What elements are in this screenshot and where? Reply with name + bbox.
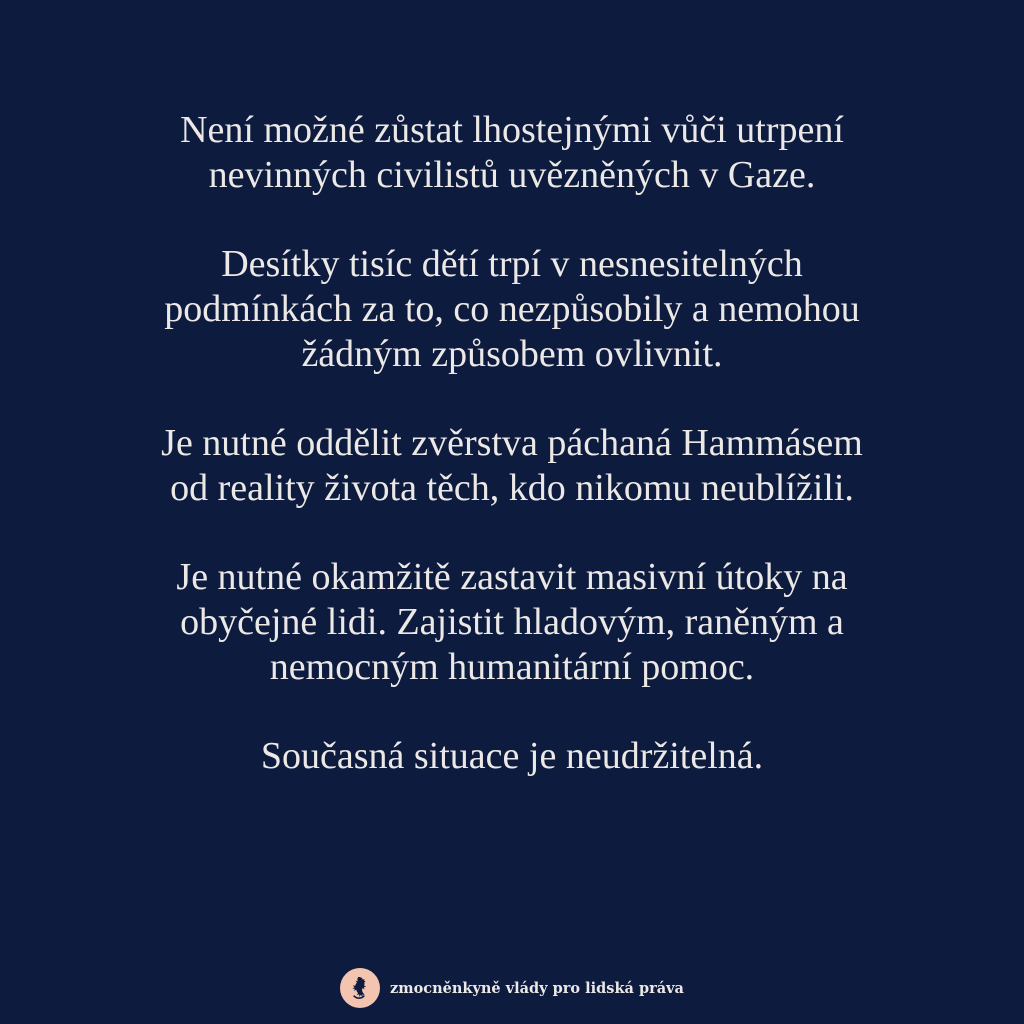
- statement-line: Desítky tisíc dětí trpí v nesnesitelných: [221, 243, 803, 285]
- paragraph: [0, 108, 1024, 198]
- footer-signature: [0, 966, 1024, 1010]
- statement-text: [0, 108, 1024, 779]
- statement-line: nemocným humanitární pomoc.: [269, 646, 755, 688]
- paragraph: [0, 734, 1024, 779]
- statement-line: Je nutné oddělit zvěrstva páchaná Hammásem: [161, 422, 863, 464]
- paragraph: [0, 421, 1024, 511]
- footer-text: zmocněnkyně vlády pro lidská práva: [390, 979, 684, 997]
- lion-emblem-icon: [340, 968, 380, 1008]
- statement-line: žádným způsobem ovlivnit.: [301, 333, 723, 375]
- statement-line: podmínkách za to, co nezpůsobily a nemohou: [164, 288, 860, 330]
- paragraph: [0, 555, 1024, 690]
- statement-line: Současná situace je neudržitelná.: [260, 735, 764, 777]
- statement-line: obyčejné lidi. Zajistit hladovým, raněným a: [180, 601, 844, 643]
- statement-line: Je nutné okamžitě zastavit masivní útoky na: [176, 556, 848, 598]
- statement-line: nevinných civilistů uvězněných v Gaze.: [208, 154, 816, 196]
- statement-line: od reality života těch, kdo nikomu neublížili.: [170, 467, 854, 509]
- paragraph: [0, 242, 1024, 377]
- statement-line: Není možné zůstat lhostejnými vůči utrpení: [180, 109, 844, 151]
